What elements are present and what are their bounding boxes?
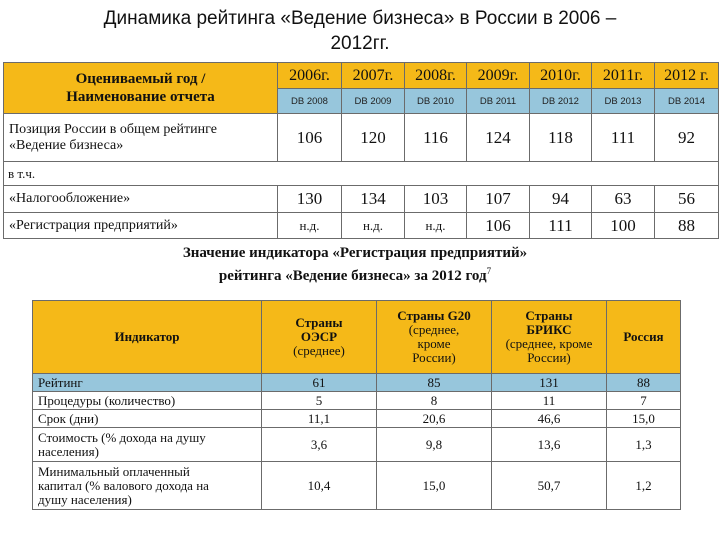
header-oecd: [262, 301, 377, 374]
rating-dynamics-table: [3, 62, 719, 239]
value-cell: 10,4: [262, 462, 377, 510]
indicator-label: Рейтинг: [33, 374, 262, 392]
value-cell: 131: [492, 374, 607, 392]
indicator-label: [33, 428, 262, 462]
row-label-tax: «Налогообложение»: [4, 186, 278, 213]
value-cell: 103: [405, 186, 467, 213]
indicator-label-line: населения): [38, 443, 99, 459]
value-cell: 124: [467, 114, 530, 162]
value-cell: 120: [342, 114, 405, 162]
row-label-overall: [4, 114, 278, 162]
indicator-label-line: душу населения): [38, 491, 132, 507]
value-cell: 9,8: [377, 428, 492, 462]
header-line: Страны: [295, 315, 343, 330]
year-cell: 2008г.: [405, 63, 467, 89]
value-cell: 11,1: [262, 410, 377, 428]
header-line1: Оцениваемый год /: [75, 71, 206, 87]
value-cell: 56: [655, 186, 719, 213]
header-year-report: [4, 63, 278, 114]
value-cell: 15,0: [377, 462, 492, 510]
indicator-label-line: Минимальный оплаченный: [38, 463, 190, 479]
indicator-label: [33, 462, 262, 510]
report-cell: DB 2011: [467, 89, 530, 114]
year-cell: 2007г.: [342, 63, 405, 89]
value-cell: 50,7: [492, 462, 607, 510]
table-row: [4, 213, 719, 239]
value-cell: 61: [262, 374, 377, 392]
row-label-line: «Ведение бизнеса»: [9, 137, 124, 153]
value-cell: 46,6: [492, 410, 607, 428]
table-row: [4, 186, 719, 213]
header-russia: Россия: [607, 301, 681, 374]
value-cell: 3,6: [262, 428, 377, 462]
year-cell: 2010г.: [530, 63, 592, 89]
years-row: [4, 63, 719, 89]
footnote-mark: 7: [486, 266, 492, 276]
year-cell: 2011г.: [592, 63, 655, 89]
table-row: [4, 162, 719, 186]
value-cell: н.д.: [342, 213, 405, 239]
value-cell: 7: [607, 392, 681, 410]
value-cell: 13,6: [492, 428, 607, 462]
value-cell: 20,6: [377, 410, 492, 428]
header-brics: [492, 301, 607, 374]
table-row: [33, 428, 681, 462]
value-cell: 116: [405, 114, 467, 162]
year-cell: 2006г.: [278, 63, 342, 89]
row-label-registration: «Регистрация предприятий»: [4, 213, 278, 239]
table-row: [33, 392, 681, 410]
slide-title: [0, 6, 720, 56]
header-line: России): [527, 350, 571, 365]
value-cell: 106: [278, 114, 342, 162]
value-cell: 11: [492, 392, 607, 410]
header-g20: [377, 301, 492, 374]
value-cell: 130: [278, 186, 342, 213]
value-cell: н.д.: [278, 213, 342, 239]
value-cell: 15,0: [607, 410, 681, 428]
slide-title-line2: 2012гг.: [330, 33, 390, 54]
table-row: [33, 374, 681, 392]
value-cell: 63: [592, 186, 655, 213]
indicator-title-line2: [120, 262, 590, 285]
value-cell: 88: [655, 213, 719, 239]
value-cell: 107: [467, 186, 530, 213]
table-row: [4, 114, 719, 162]
value-cell: 8: [377, 392, 492, 410]
year-cell: 2009г.: [467, 63, 530, 89]
header-line: (среднее): [293, 343, 345, 358]
year-cell: 2012 г.: [655, 63, 719, 89]
table-row: [33, 462, 681, 510]
value-cell: 1,2: [607, 462, 681, 510]
including-label: в т.ч.: [4, 162, 719, 186]
value-cell: 106: [467, 213, 530, 239]
indicator-label-line: капитал (% валового дохода на: [38, 477, 209, 493]
report-cell: DB 2012: [530, 89, 592, 114]
row-label-line: Позиция России в общем рейтинге: [9, 121, 217, 137]
header-line: БРИКС: [526, 322, 572, 337]
indicator-title-text: рейтинга «Ведение бизнеса» за 2012 год: [218, 268, 487, 284]
indicator-label: Срок (дни): [33, 410, 262, 428]
header-line: (среднее,: [408, 322, 460, 337]
report-cell: DB 2014: [655, 89, 719, 114]
slide-title-line1: Динамика рейтинга «Ведение бизнеса» в России в 2006 –: [103, 8, 617, 29]
header-line: (среднее, кроме: [505, 336, 593, 351]
header-line: Страны: [525, 308, 573, 323]
indicator-title-line1: Значение индикатора «Регистрация предприятий»: [182, 245, 528, 261]
indicator-label-line: Стоимость (% дохода на душу: [38, 429, 206, 445]
report-cell: DB 2010: [405, 89, 467, 114]
value-cell: 111: [592, 114, 655, 162]
value-cell: 111: [530, 213, 592, 239]
header-line: России): [412, 350, 456, 365]
header-indicator: Индикатор: [33, 301, 262, 374]
report-cell: DB 2009: [342, 89, 405, 114]
header-line: ОЭСР: [300, 329, 338, 344]
registration-indicator-table: [32, 300, 681, 510]
value-cell: 134: [342, 186, 405, 213]
value-cell: 1,3: [607, 428, 681, 462]
report-cell: DB 2013: [592, 89, 655, 114]
value-cell: 88: [607, 374, 681, 392]
table-row: [33, 410, 681, 428]
report-cell: DB 2008: [278, 89, 342, 114]
value-cell: 5: [262, 392, 377, 410]
header-line: Страны G20: [397, 308, 471, 323]
value-cell: 94: [530, 186, 592, 213]
header-line: кроме: [417, 336, 451, 351]
indicator-label: Процедуры (количество): [33, 392, 262, 410]
value-cell: 92: [655, 114, 719, 162]
value-cell: 100: [592, 213, 655, 239]
value-cell: 118: [530, 114, 592, 162]
indicator-table-title: [120, 244, 590, 285]
value-cell: 85: [377, 374, 492, 392]
header-line2: Наименование отчета: [66, 89, 215, 105]
header-row: [33, 301, 681, 374]
value-cell: н.д.: [405, 213, 467, 239]
